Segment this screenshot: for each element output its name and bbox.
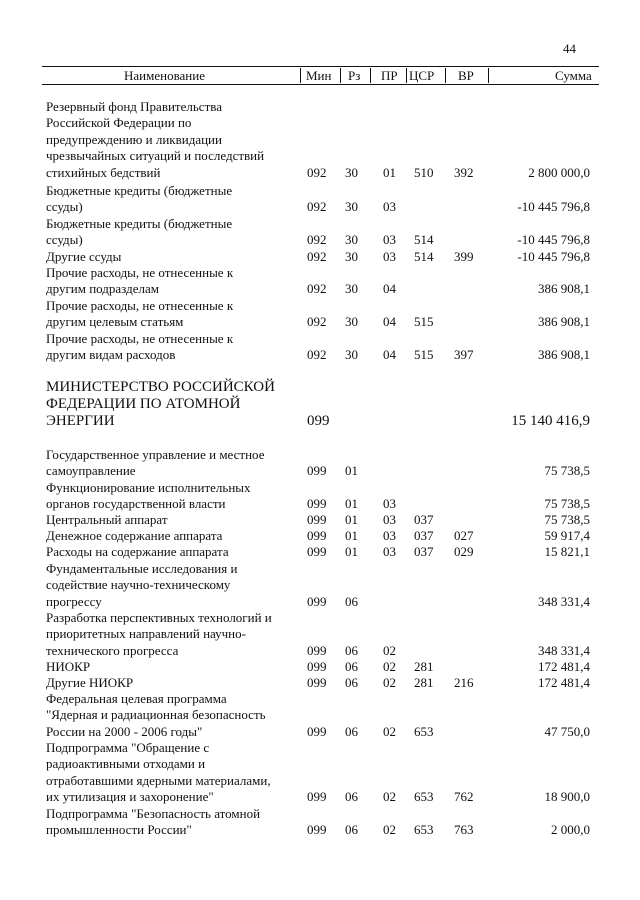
cell-sum: 348 331,4 (538, 642, 590, 658)
header-divider (300, 68, 301, 83)
cell-min: 099 (307, 496, 327, 512)
row-name (46, 249, 296, 265)
cell-pr: 04 (383, 314, 396, 330)
row-name-line: технического прогресса (46, 642, 179, 658)
row-name (46, 379, 296, 430)
row-name-line: Денежное содержание аппарата (46, 528, 223, 543)
row-name (46, 561, 296, 610)
cell-min: 099 (307, 593, 327, 609)
cell-csr: 653 (414, 789, 434, 805)
row-name (46, 659, 296, 675)
header-divider (406, 68, 407, 83)
cell-min: 099 (307, 723, 327, 739)
cell-sum: 75 738,5 (544, 463, 590, 479)
cell-min: 092 (307, 232, 327, 248)
row-name-line: МИНИСТЕРСТВО РОССИЙСКОЙ (46, 379, 275, 395)
row-name-line: Прочие расходы, не отнесенные к (46, 265, 234, 280)
cell-sum: 75 738,5 (544, 511, 590, 527)
cell-sum: 75 738,5 (544, 496, 590, 512)
row-name-line: радиоактивными отходами и (46, 756, 206, 772)
row-name-line: Подпрограмма "Обращение с (46, 740, 210, 755)
row-name (46, 265, 296, 298)
cell-min: 099 (307, 658, 327, 674)
table-row (0, 99, 640, 181)
cell-rz: 06 (345, 822, 358, 838)
row-name-line: прогрессу (46, 593, 102, 609)
header-sum: Сумма (555, 68, 592, 83)
table-row (0, 610, 640, 659)
cell-rz: 06 (345, 642, 358, 658)
row-name-line: отработавшими ядерными материалами, (46, 772, 271, 788)
cell-min: 099 (307, 511, 327, 527)
header-rz: Рз (348, 68, 361, 83)
row-name (46, 691, 296, 740)
row-name-line: НИОКР (46, 659, 91, 674)
cell-rz: 30 (345, 347, 358, 363)
cell-rz: 30 (345, 164, 358, 180)
row-name (46, 740, 296, 806)
table-row (0, 379, 640, 430)
table-row (0, 544, 640, 560)
row-name-line: содействие научно-техническому (46, 577, 231, 593)
cell-sum: -10 445 796,8 (517, 248, 590, 264)
cell-min: 092 (307, 164, 327, 180)
cell-min: 092 (307, 199, 327, 215)
cell-min: 099 (307, 822, 327, 838)
row-name (46, 480, 296, 513)
cell-vr: 392 (454, 164, 474, 180)
row-name (46, 99, 296, 181)
cell-rz: 06 (345, 593, 358, 609)
cell-rz: 30 (345, 232, 358, 248)
row-name-line: другим видам расходов (46, 347, 176, 363)
cell-csr: 514 (414, 232, 434, 248)
cell-csr: 037 (414, 511, 434, 527)
row-name-line: "Ядерная и радиационная безопасность (46, 707, 266, 723)
row-name-line: их утилизация и захоронение" (46, 789, 214, 805)
header-divider (488, 68, 489, 83)
row-name-line: другим подразделам (46, 281, 159, 297)
row-name-line: Подпрограмма "Безопасность атомной (46, 806, 261, 821)
row-name-line: Российской Федерации по (46, 115, 192, 131)
table-row (0, 659, 640, 675)
table-row (0, 806, 640, 839)
cell-rz: 30 (345, 314, 358, 330)
cell-sum: 15 821,1 (544, 543, 590, 559)
cell-rz: 01 (345, 511, 358, 527)
table-row (0, 216, 640, 249)
cell-pr: 03 (383, 543, 396, 559)
cell-min: 092 (307, 281, 327, 297)
header-vr: ВР (458, 68, 474, 83)
row-name-line: органов государственной власти (46, 496, 226, 512)
header-divider (445, 68, 446, 83)
row-name-line: ЭНЕРГИИ (46, 413, 115, 429)
cell-sum: 15 140 416,9 (511, 413, 590, 429)
cell-pr: 04 (383, 281, 396, 297)
cell-pr: 01 (383, 164, 396, 180)
cell-vr: 397 (454, 347, 474, 363)
cell-rz: 01 (345, 463, 358, 479)
cell-sum: 386 908,1 (538, 347, 590, 363)
cell-rz: 30 (345, 281, 358, 297)
cell-rz: 06 (345, 789, 358, 805)
row-name (46, 675, 296, 691)
row-name-line: Расходы на содержание аппарата (46, 544, 229, 559)
cell-sum: 348 331,4 (538, 593, 590, 609)
header-divider (370, 68, 371, 83)
cell-pr: 02 (383, 822, 396, 838)
header-pr: ПР (381, 68, 398, 83)
cell-sum: 2 000,0 (551, 822, 590, 838)
row-name-line: ссуды) (46, 199, 83, 215)
row-name-line: Бюджетные кредиты (бюджетные (46, 216, 233, 231)
row-name-line: предупреждению и ликвидации (46, 131, 222, 147)
row-name-line: Функционирование исполнительных (46, 480, 251, 495)
row-name (46, 298, 296, 331)
cell-pr: 02 (383, 658, 396, 674)
cell-sum: 2 800 000,0 (528, 164, 590, 180)
row-name-line: чрезвычайных ситуаций и последствий (46, 148, 265, 164)
table-row (0, 528, 640, 544)
row-name-line: Фундаментальные исследования и (46, 561, 238, 576)
cell-pr: 04 (383, 347, 396, 363)
cell-rz: 06 (345, 674, 358, 690)
row-name (46, 183, 296, 216)
cell-vr: 399 (454, 248, 474, 264)
row-name (46, 544, 296, 560)
cell-rz: 30 (345, 199, 358, 215)
cell-min: 099 (307, 527, 327, 543)
cell-pr: 02 (383, 723, 396, 739)
cell-csr: 514 (414, 248, 434, 264)
table-row (0, 265, 640, 298)
header-min: Мин (306, 68, 332, 83)
row-name-line: Другие НИОКР (46, 675, 134, 690)
header-csr: ЦСР (409, 68, 435, 83)
cell-min: 092 (307, 347, 327, 363)
cell-csr: 653 (414, 822, 434, 838)
page-number: 44 (563, 41, 576, 56)
cell-csr: 510 (414, 164, 434, 180)
cell-sum: -10 445 796,8 (517, 232, 590, 248)
cell-csr: 281 (414, 658, 434, 674)
cell-min: 099 (307, 543, 327, 559)
cell-min: 099 (307, 789, 327, 805)
table-row (0, 249, 640, 265)
table-row (0, 183, 640, 216)
cell-min: 099 (307, 674, 327, 690)
row-name-line: Прочие расходы, не отнесенные к (46, 331, 234, 346)
cell-pr: 02 (383, 789, 396, 805)
row-name-line: стихийных бедствий (46, 164, 161, 180)
cell-min: 099 (307, 463, 327, 479)
row-name (46, 331, 296, 364)
cell-csr: 653 (414, 723, 434, 739)
cell-vr: 763 (454, 822, 474, 838)
table-row (0, 331, 640, 364)
cell-pr: 03 (383, 232, 396, 248)
table-row (0, 447, 640, 480)
cell-rz: 01 (345, 543, 358, 559)
row-name-line: другим целевым статьям (46, 314, 184, 330)
cell-pr: 02 (383, 674, 396, 690)
row-name-line: приоритетных направлений научно- (46, 626, 246, 642)
cell-sum: 172 481,4 (538, 674, 590, 690)
row-name-line: Бюджетные кредиты (бюджетные (46, 183, 233, 198)
cell-pr: 03 (383, 496, 396, 512)
cell-rz: 01 (345, 527, 358, 543)
cell-pr: 03 (383, 527, 396, 543)
table-row (0, 561, 640, 610)
row-name-line: Центральный аппарат (46, 512, 168, 527)
cell-vr: 029 (454, 543, 474, 559)
row-name-line: Резервный фонд Правительства (46, 99, 222, 114)
header-name: Наименование (124, 68, 205, 83)
cell-vr: 027 (454, 527, 474, 543)
cell-pr: 03 (383, 511, 396, 527)
cell-rz: 06 (345, 723, 358, 739)
cell-vr: 762 (454, 789, 474, 805)
cell-sum: 386 908,1 (538, 314, 590, 330)
table-row (0, 480, 640, 513)
cell-rz: 01 (345, 496, 358, 512)
cell-csr: 037 (414, 543, 434, 559)
cell-sum: 47 750,0 (544, 723, 590, 739)
cell-pr: 03 (383, 199, 396, 215)
cell-csr: 281 (414, 674, 434, 690)
row-name-line: самоуправление (46, 463, 136, 479)
row-name-line: Другие ссуды (46, 249, 122, 264)
table-header (42, 66, 599, 85)
cell-min: 092 (307, 248, 327, 264)
cell-min: 099 (307, 642, 327, 658)
cell-sum: -10 445 796,8 (517, 199, 590, 215)
row-name (46, 610, 296, 659)
row-name-line: России на 2000 - 2006 годы" (46, 723, 203, 739)
table-row (0, 740, 640, 806)
row-name-line: Прочие расходы, не отнесенные к (46, 298, 234, 313)
cell-min: 099 (307, 413, 330, 429)
row-name (46, 512, 296, 528)
row-name (46, 528, 296, 544)
cell-min: 092 (307, 314, 327, 330)
cell-sum: 59 917,4 (544, 527, 590, 543)
cell-sum: 386 908,1 (538, 281, 590, 297)
cell-sum: 172 481,4 (538, 658, 590, 674)
table-row (0, 512, 640, 528)
table-row (0, 675, 640, 691)
cell-pr: 03 (383, 248, 396, 264)
cell-csr: 515 (414, 347, 434, 363)
row-name-line: Разработка перспективных технологий и (46, 610, 272, 625)
row-name-line: Государственное управление и местное (46, 447, 265, 462)
cell-csr: 037 (414, 527, 434, 543)
cell-sum: 18 900,0 (544, 789, 590, 805)
cell-pr: 02 (383, 642, 396, 658)
cell-vr: 216 (454, 674, 474, 690)
table-row (0, 298, 640, 331)
row-name-line: Федеральная целевая программа (46, 691, 227, 706)
row-name (46, 447, 296, 480)
row-name (46, 216, 296, 249)
row-name (46, 806, 296, 839)
row-name-line: ФЕДЕРАЦИИ ПО АТОМНОЙ (46, 396, 241, 412)
row-name-line: промышленности России" (46, 822, 192, 838)
table-row (0, 691, 640, 740)
cell-rz: 06 (345, 658, 358, 674)
cell-rz: 30 (345, 248, 358, 264)
header-divider (340, 68, 341, 83)
row-name-line: ссуды) (46, 232, 83, 248)
cell-csr: 515 (414, 314, 434, 330)
